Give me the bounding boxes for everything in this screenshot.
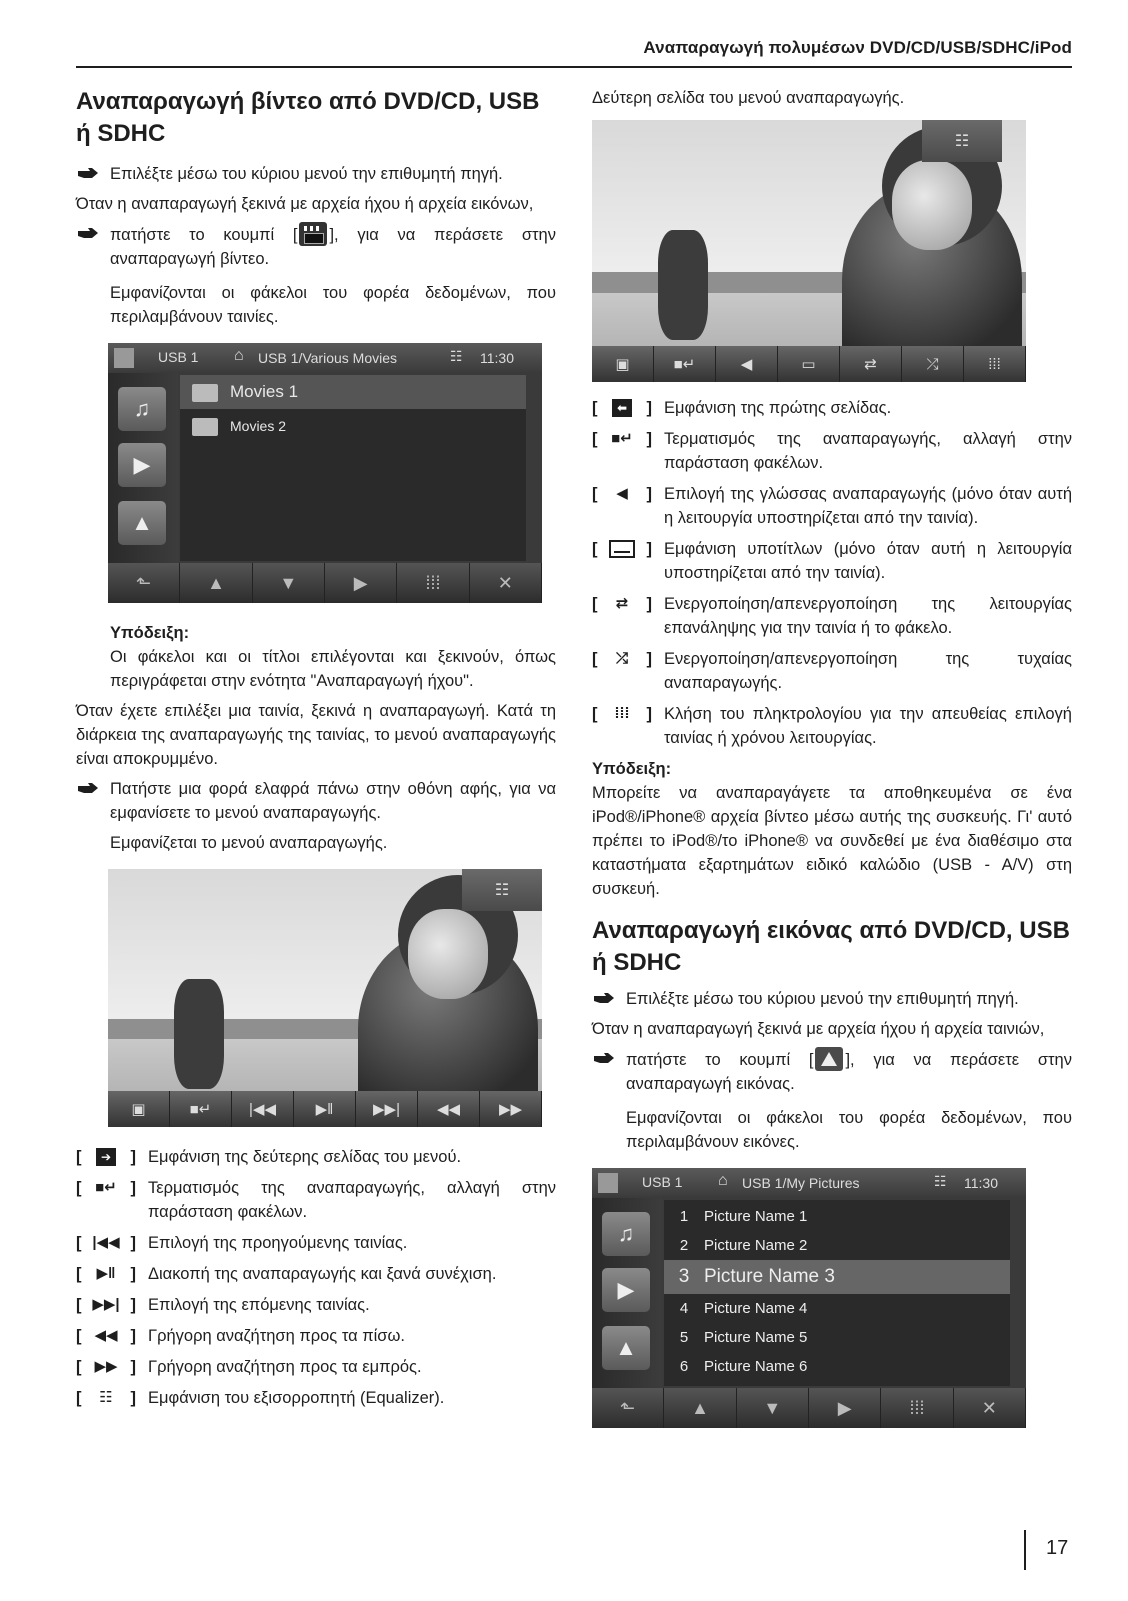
control-item: [ ⇄ ] Ενεργοποίηση/απενεργοποίηση της λειτουργίας επανάληψης για την ταινία ή το φάκελο. bbox=[592, 595, 1072, 637]
screen-bottom-bar bbox=[592, 1388, 1026, 1428]
note-block bbox=[76, 621, 556, 693]
pointing-hand-icon bbox=[78, 168, 98, 179]
beach-figures bbox=[658, 230, 708, 340]
running-header bbox=[76, 36, 1072, 68]
next-track-icon[interactable]: ▶▶| bbox=[356, 1091, 418, 1127]
rewind-icon: ◀◀ bbox=[94, 1327, 118, 1344]
equalizer-button[interactable]: ☷ bbox=[922, 120, 1002, 162]
step-text: ], για να περάσετε στην αναπαραγωγή εικόνας. bbox=[626, 1051, 1072, 1093]
picture-number: 6 bbox=[679, 1358, 689, 1375]
picture-label: Picture Name 6 bbox=[704, 1358, 808, 1375]
picture-label: Picture Name 1 bbox=[704, 1208, 808, 1225]
back-icon[interactable]: ⬑ bbox=[592, 1388, 664, 1428]
step-result: Εμφανίζονται οι φάκελοι του φορέα δεδομένων, που περιλαμβάνουν ταινίες. bbox=[110, 284, 556, 326]
video-folder-screen bbox=[108, 343, 542, 603]
picture-item[interactable] bbox=[664, 1352, 1010, 1381]
step-press-video bbox=[76, 222, 556, 271]
stop-return-icon[interactable]: ■↵ bbox=[654, 346, 716, 382]
repeat-icon[interactable]: ⇄ bbox=[840, 346, 902, 382]
close-icon[interactable]: ✕ bbox=[470, 563, 542, 603]
control-text: Τερματισμός της αναπαραγωγής, αλλαγή στην παράσταση φακέλων. bbox=[148, 1179, 556, 1221]
folder-path: USB 1/My Pictures bbox=[742, 1175, 860, 1191]
picture-list bbox=[664, 1200, 1010, 1386]
paragraph: Δεύτερη σελίδα του μενού αναπαραγωγής. bbox=[592, 89, 905, 107]
control-text: Επιλογή της επόμενης ταινίας. bbox=[148, 1296, 370, 1314]
video-clapper-icon bbox=[299, 222, 327, 246]
left-column bbox=[76, 86, 556, 1417]
paragraph: Όταν η αναπαραγωγή ξεκινά με αρχεία ήχου ή αρχεία ταινιών, bbox=[592, 1020, 1045, 1038]
down-arrow-icon[interactable]: ▼ bbox=[737, 1388, 809, 1428]
paragraph: Όταν η αναπαραγωγή ξεκινά με αρχεία ήχου ή αρχεία εικόνων, bbox=[76, 195, 534, 213]
first-page-icon[interactable]: ▣ bbox=[592, 346, 654, 382]
keypad-icon: ⁞⁞⁞ bbox=[614, 705, 630, 722]
screen-topbar bbox=[108, 343, 542, 373]
close-icon[interactable]: ✕ bbox=[954, 1388, 1026, 1428]
picture-list-screen bbox=[592, 1168, 1026, 1428]
control-item: [ ◀◀ ] Γρήγορη αναζήτηση προς τα πίσω. bbox=[76, 1327, 405, 1345]
paragraph: Όταν έχετε επιλέξει μια ταινία, ξεκινά η αναπαραγωγή. Κατά τη διάρκεια της αναπαραγωγής της ταινίας, το μενού αναπαραγωγής είναι αποκρυμμένο. bbox=[76, 702, 556, 768]
control-text: Διακοπή της αναπαραγωγής και ξανά συνέχιση. bbox=[148, 1265, 497, 1283]
previous-track-icon[interactable]: |◀◀ bbox=[232, 1091, 294, 1127]
pointing-hand-icon bbox=[594, 993, 614, 1004]
clock: 11:30 bbox=[964, 1175, 998, 1191]
play-icon[interactable]: ▶ bbox=[325, 563, 397, 603]
beach-figures bbox=[174, 979, 224, 1089]
control-text: Επιλογή της γλώσσας αναπαραγωγής (μόνο όταν αυτή η λειτουργία υποστηρίζεται από την ταινία). bbox=[664, 485, 1072, 527]
controls-list-page1 bbox=[76, 1145, 556, 1410]
folder-icon bbox=[192, 418, 218, 436]
control-item: [ ▶▶| ] Επιλογή της επόμενης ταινίας. bbox=[76, 1296, 370, 1314]
clock: 11:30 bbox=[480, 350, 514, 366]
folder-path: USB 1/Various Movies bbox=[258, 350, 398, 366]
equalizer-icon: ☷ bbox=[99, 1389, 113, 1406]
control-item: [ ➔ ] Εμφάνιση της δεύτερης σελίδας του μενού. bbox=[76, 1148, 462, 1166]
home-icon[interactable]: ⌂ bbox=[234, 347, 244, 364]
keypad-icon[interactable]: ⁞⁞⁞ bbox=[964, 346, 1026, 382]
stop-return-icon: ■↵ bbox=[611, 430, 633, 447]
picture-section-title: Αναπαραγωγή εικόνας από DVD/CD, USB ή SDHC bbox=[592, 917, 1070, 976]
note-title: Υπόδειξη: bbox=[592, 760, 672, 778]
fast-forward-icon: ▶▶ bbox=[94, 1358, 118, 1375]
equalizer-button[interactable]: ☷ bbox=[462, 869, 542, 911]
control-item: [ ⁞⁞⁞ ] Κλήση του πληκτρολογίου για την απευθείας επιλογή ταινίας ή χρόνου λειτουργίας. bbox=[592, 705, 1072, 747]
folder-item[interactable] bbox=[180, 409, 526, 443]
folder-icon bbox=[192, 384, 218, 402]
step-press-picture bbox=[592, 1047, 1072, 1096]
control-item: [ ■↵ ] Τερματισμός της αναπαραγωγής, αλλαγή στην παράσταση φακέλων. bbox=[592, 430, 1072, 472]
back-icon[interactable]: ⬑ bbox=[108, 563, 180, 603]
picture-item[interactable] bbox=[664, 1231, 1010, 1260]
music-note-icon[interactable]: ♫ bbox=[118, 387, 166, 431]
control-text: Εμφάνιση της πρώτης σελίδας. bbox=[664, 399, 892, 417]
note-text: Μπορείτε να αναπαραγάγετε τα αποθηκευμένα σε ένα iPod®/iPhone® αρχεία βίντεο μέσω αυτής της συσκευής. Γι' αυτό πρέπει το iPod®/το iPhone® να συνδεθεί με ένα διαθέσιμο στα καταστήματα εξαρτημάτων ειδικό καλώδιο (USB - A/V) στη συσκευή. bbox=[592, 784, 1072, 898]
equalizer-icon[interactable]: ☷ bbox=[934, 1173, 947, 1189]
playback-controls bbox=[592, 346, 1026, 382]
footer-divider bbox=[1024, 1530, 1026, 1570]
next-page-icon[interactable]: ▣ bbox=[108, 1091, 170, 1127]
video-section-title: Αναπαραγωγή βίντεο από DVD/CD, USB ή SDHC bbox=[76, 88, 540, 147]
control-item: [ ▶▶ ] Γρήγορη αναζήτηση προς τα εμπρός. bbox=[76, 1358, 422, 1376]
controls-list-page2 bbox=[592, 396, 1072, 750]
rewind-icon[interactable]: ◀◀ bbox=[418, 1091, 480, 1127]
control-text: Ενεργοποίηση/απενεργοποίηση της τυχαίας αναπαραγωγής. bbox=[664, 650, 1072, 692]
control-item: [ ◀ ] Επιλογή της γλώσσας αναπαραγωγής (μόνο όταν αυτή η λειτουργία υποστηρίζεται από την ταινία). bbox=[592, 485, 1072, 527]
pointing-hand-icon bbox=[594, 1053, 614, 1064]
picture-icon[interactable]: ▲ bbox=[602, 1326, 650, 1370]
picture-number: 2 bbox=[679, 1237, 689, 1254]
step-select-source bbox=[76, 162, 556, 186]
play-pause-icon: ▶‖ bbox=[96, 1265, 116, 1282]
first-page-icon: ⬅ bbox=[608, 399, 636, 417]
control-text: Εμφάνιση του εξισορροπητή (Equalizer). bbox=[148, 1389, 445, 1407]
step-text: Επιλέξτε μέσω του κύριου μενού την επιθυμητή πηγή. bbox=[626, 990, 1019, 1008]
step-text: Πατήστε μια φορά ελαφρά πάνω στην οθόνη αφής, για να εμφανίσετε το μενού αναπαραγωγής. bbox=[110, 780, 556, 822]
stop-return-icon[interactable]: ■↵ bbox=[170, 1091, 232, 1127]
control-item: [ ⬅ ] Εμφάνιση της πρώτης σελίδας. bbox=[592, 399, 892, 417]
control-item: [ ■↵ ] Τερματισμός της αναπαραγωγής, αλλαγή στην παράσταση φακέλων. bbox=[76, 1179, 556, 1221]
picture-item[interactable] bbox=[664, 1202, 1010, 1231]
control-text: Γρήγορη αναζήτηση προς τα πίσω. bbox=[148, 1327, 405, 1345]
picture-icon bbox=[815, 1047, 843, 1071]
repeat-icon: ⇄ bbox=[615, 595, 629, 612]
source-tab[interactable]: USB 1 bbox=[158, 349, 199, 365]
picture-label: Picture Name 5 bbox=[704, 1329, 808, 1346]
up-arrow-icon[interactable]: ▲ bbox=[664, 1388, 736, 1428]
control-text: Γρήγορη αναζήτηση προς τα εμπρός. bbox=[148, 1358, 422, 1376]
picture-number: 1 bbox=[679, 1208, 689, 1225]
shuffle-icon[interactable]: ⤮ bbox=[902, 346, 964, 382]
home-icon[interactable]: ⌂ bbox=[718, 1172, 728, 1189]
down-arrow-icon[interactable]: ▼ bbox=[253, 563, 325, 603]
play-icon[interactable]: ▶ bbox=[809, 1388, 881, 1428]
control-text: Κλήση του πληκτρολογίου για την απευθείας επιλογή ταινίας ή χρόνου λειτουργίας. bbox=[664, 705, 1072, 747]
step-tap-screen bbox=[76, 777, 556, 825]
shuffle-icon: ⤮ bbox=[615, 650, 628, 667]
folder-label: Movies 1 bbox=[230, 382, 299, 401]
step-result: Εμφανίζεται το μενού αναπαραγωγής. bbox=[110, 834, 388, 852]
running-title: Αναπαραγωγή πολυμέσων DVD/CD/USB/SDHC/iPod bbox=[643, 38, 1072, 57]
play-pause-icon[interactable]: ▶‖ bbox=[294, 1091, 356, 1127]
control-item: [ ▶‖ ] Διακοπή της αναπαραγωγής και ξανά συνέχιση. bbox=[76, 1265, 497, 1283]
picture-number: 4 bbox=[679, 1300, 689, 1317]
next-track-icon: ▶▶| bbox=[92, 1296, 120, 1313]
step-result: Εμφανίζονται οι φάκελοι του φορέα δεδομένων, που περιλαμβάνουν εικόνες. bbox=[626, 1109, 1072, 1151]
step-text: πατήστε το κουμπί [ bbox=[110, 226, 298, 244]
control-text: Εμφάνιση υποτίτλων (μόνο όταν αυτή η λειτουργία υποστηρίζεται από την ταινία). bbox=[664, 540, 1072, 582]
fast-forward-icon[interactable]: ▶▶ bbox=[480, 1091, 542, 1127]
up-arrow-icon[interactable]: ▲ bbox=[180, 563, 252, 603]
subtitles-icon bbox=[608, 540, 636, 558]
screen-sidebar bbox=[108, 373, 178, 563]
playback-menu-screen-2 bbox=[592, 120, 1026, 382]
picture-label: Picture Name 4 bbox=[704, 1300, 808, 1317]
control-text: Εμφάνιση της δεύτερης σελίδας του μενού. bbox=[148, 1148, 462, 1166]
playback-menu-screen-1 bbox=[108, 869, 542, 1127]
folder-list bbox=[180, 375, 526, 561]
step-text: πατήστε το κουμπί [ bbox=[626, 1051, 814, 1069]
picture-icon[interactable]: ▲ bbox=[118, 501, 166, 545]
picture-item-selected[interactable] bbox=[664, 1260, 1010, 1294]
clapper-icon bbox=[114, 348, 134, 368]
step-text: Επιλέξτε μέσω του κύριου μενού την επιθυμητή πηγή. bbox=[110, 165, 503, 183]
control-text: Επιλογή της προηγούμενης ταινίας. bbox=[148, 1234, 408, 1252]
music-note-icon[interactable]: ♫ bbox=[602, 1212, 650, 1256]
playback-controls bbox=[108, 1091, 542, 1127]
picture-label: Picture Name 3 bbox=[704, 1266, 835, 1287]
picture-item[interactable] bbox=[664, 1323, 1010, 1352]
control-item: [ ] Εμφάνιση υποτίτλων (μόνο όταν αυτή η λειτουργία υποστηρίζεται από την ταινία). bbox=[592, 540, 1072, 582]
page-number: 17 bbox=[1046, 1537, 1069, 1559]
clapper-icon bbox=[598, 1173, 618, 1193]
folder-label: Movies 2 bbox=[230, 418, 287, 434]
stop-return-icon: ■↵ bbox=[95, 1179, 117, 1196]
subtitles-icon[interactable]: ▭ bbox=[778, 346, 840, 382]
picture-label: Picture Name 2 bbox=[704, 1237, 808, 1254]
pointing-hand-icon bbox=[78, 228, 98, 239]
keypad-icon[interactable]: ⁞⁞⁞ bbox=[881, 1388, 953, 1428]
source-tab[interactable]: USB 1 bbox=[642, 1174, 683, 1190]
video-clapper-icon[interactable]: ▶ bbox=[118, 443, 166, 487]
control-text: Τερματισμός της αναπαραγωγής, αλλαγή στην παράσταση φακέλων. bbox=[664, 430, 1072, 472]
control-item: [ ⤮ ] Ενεργοποίηση/απενεργοποίηση της τυχαίας αναπαραγωγής. bbox=[592, 650, 1072, 692]
screen-sidebar bbox=[592, 1198, 662, 1388]
step-select-source bbox=[592, 987, 1072, 1011]
screen-topbar bbox=[592, 1168, 1026, 1198]
previous-track-icon: |◀◀ bbox=[92, 1234, 120, 1251]
picture-number: 5 bbox=[679, 1329, 689, 1346]
note-block bbox=[592, 757, 1072, 901]
picture-number: 3 bbox=[678, 1266, 690, 1287]
audio-language-icon: ◀ bbox=[616, 485, 628, 502]
next-page-icon: ➔ bbox=[92, 1148, 120, 1166]
note-title: Υπόδειξη: bbox=[110, 624, 190, 642]
screen-bottom-bar bbox=[108, 563, 542, 603]
note-text: Οι φάκελοι και οι τίτλοι επιλέγονται και ξεκινούν, όπως περιγράφεται στην ενότητα "Αναπαραγωγή ήχου". bbox=[110, 648, 556, 690]
right-column bbox=[592, 86, 1072, 1428]
control-item: [ |◀◀ ] Επιλογή της προηγούμενης ταινίας. bbox=[76, 1234, 408, 1252]
keypad-icon[interactable]: ⁞⁞⁞ bbox=[397, 563, 469, 603]
step-text: ], για να περάσετε στην αναπαραγωγή βίντεο. bbox=[110, 226, 556, 268]
folder-item[interactable] bbox=[180, 375, 526, 409]
equalizer-icon[interactable]: ☷ bbox=[450, 348, 463, 364]
audio-language-icon[interactable]: ◀ bbox=[716, 346, 778, 382]
control-item: [ ☷ ] Εμφάνιση του εξισορροπητή (Equalizer). bbox=[76, 1389, 445, 1407]
pointing-hand-icon bbox=[78, 783, 98, 794]
video-clapper-icon[interactable]: ▶ bbox=[602, 1268, 650, 1312]
picture-item[interactable] bbox=[664, 1294, 1010, 1323]
control-text: Ενεργοποίηση/απενεργοποίηση της λειτουργίας επανάληψης για την ταινία ή το φάκελο. bbox=[664, 595, 1072, 637]
